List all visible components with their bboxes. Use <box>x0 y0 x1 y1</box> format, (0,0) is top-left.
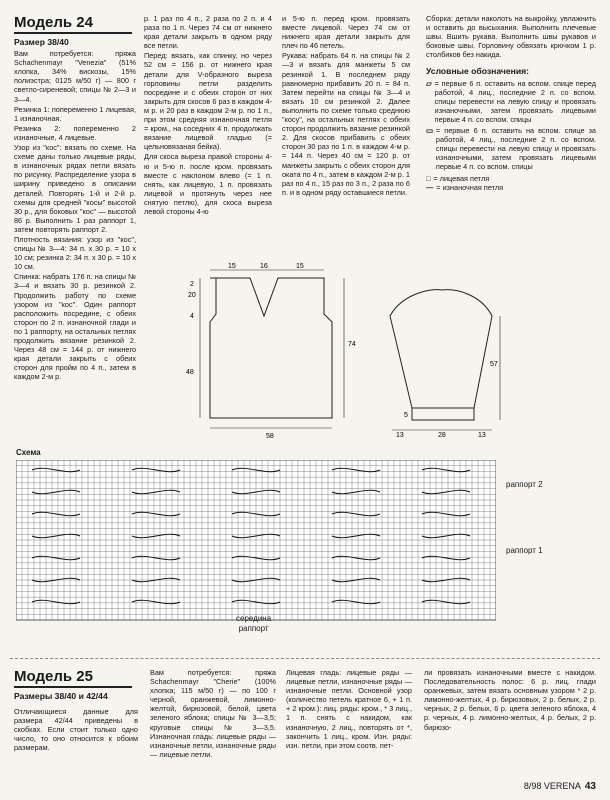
section-divider <box>10 658 600 659</box>
dim-bottom: 58 <box>266 433 274 440</box>
legend-title: Условные обозначения: <box>426 66 529 77</box>
assembly-text: Сборка: детали наколоть на выкройку, увлажнить и оставить до высыхания. Выполнить плечевые швы. Вшить рукава. Выполнить швы рукавов и боковые швы. Горловину обвязать крючком 1 р. столбиков без накида. <box>426 14 596 60</box>
rapport-2-label: раппорт 2 <box>506 480 543 489</box>
page-footer <box>524 781 596 792</box>
sleeve-height: 57 <box>490 361 498 368</box>
body-schematic <box>180 262 370 440</box>
model-24-size: Размер 38/40 <box>14 38 69 47</box>
knit-stitch-icon: □ <box>426 173 431 183</box>
sleeve-left-dim: 5 <box>404 412 408 419</box>
back-text: Спинка: набрать 176 п. на спицы № 3—4 и вязать 30 р. резинкой 2. Продолжить работу по схеме узором из "кос". Один раппорт расположить посредине, с обеих сторон по 2 п. изнаночной глади и по 1 раппорту, на остальных петлях продолжить вязание резинкой 2. Через 48 см = 144 р. от нижнего края детали закрыть с обеих сторон для пройм по 4 п., затем в каждом 2-м р. <box>14 272 136 382</box>
cable-right-icon: ▭ <box>426 126 433 136</box>
materials-text: Вам потребуется: пряжа Schachenmayr "Venezia" (51% хлопка, 34% вискозы, 15% полиэстра; 0125 м/50 г) — 800 г светло-сиреневой; спицы № 2—3 и 3—4. <box>14 49 136 104</box>
model-25-column-1 <box>14 692 138 792</box>
cable-pattern-text: Узор из "кос": вязать по схеме. На схеме даны только лицевые ряды, в изнаночных рядах петли вязать по рисунку. Распределение узора в ширину приведено в описании деталей. Повторять 1-й и 2-й р. схемы для средней "косы" высотой 30 р., для боковых "кос" — высотой 86 р. Выполнить 1 раз раппорт 1, затем повторять раппорт 2. <box>14 143 136 234</box>
legend-item: — = изнаночная петля <box>426 182 504 192</box>
page-number: 43 <box>584 781 596 792</box>
model-25-sizes: Размеры 38/40 и 42/44 <box>14 692 108 701</box>
back-text-cont: р. 1 раз по 4 п., 2 раза по 2 п. и 4 раза по 1 п. Через 74 см от нижнего края детали закрыть в одном ряду все петли. <box>144 14 272 51</box>
sleeve-bottom-1: 13 <box>396 432 404 438</box>
gauge-text: Плотность вязания: узор из "кос", спицы № 3—4: 34 п. х 30 р. = 10 х 10 см; резинка 2: 34 п. х 30 р. = 10 х 10 см. <box>14 234 136 272</box>
rapport-1-label: раппорт 1 <box>506 546 543 555</box>
rib1-text: Резинка 1: попеременно 1 лицевая, 1 изнаночная. <box>14 104 136 123</box>
chart-title: Схема <box>16 448 41 457</box>
sleeve-bottom-2: 28 <box>438 432 446 438</box>
model-25-column-4: ли провязать изнаночными вместе с накидом. Последовательность полос: 6 р. лиц. глади оранжевых, затем вязать основным узором * 2 р. лимонно-желтых, 4 р. бирюзовых, 2 р. белых, 2 р. черных, 2 р. белых, 6 р. цвета зеленого яблока, 4 р. черных, 4 р. лимонно-желтых, 4 р. белых, 2 р. бирюзо- <box>424 668 596 732</box>
legend-item: ▱ = первые 6 п. оставить на вспом. спице перед работой, 4 лиц., последние 2 п. со вспом. спицы перевести на левую спицу и провязать изнаночными, затем провязать лицевыми первые 4 п. со вспом. спицы <box>426 78 596 124</box>
model-25-column-2: Вам потребуется: пряжа Schachenmayr "Cherie" (100% хлопка; 115 м/50 г) — по 100 г черной, оранжевой, лимонно-желтой, бирюзовой, белой, цвета зеленого яблока; спицы № 3—3,5; круговые спицы № 3—3,5. Изнаночная гладь: лицевые ряды — изнаночные петли, изнаночные ряды — лицевые петли. <box>150 668 276 759</box>
dim-left-lower: 48 <box>186 369 194 376</box>
dim-right: 74 <box>348 341 356 348</box>
model-25-title: Модель 25 <box>14 668 132 688</box>
model-25-column-3: Лицевая гладь: лицевые ряды — лицевые петли, изнаночные ряды — изнаночные петли. Основной узор (количество петель кратное 6, + 1 п. + 2 кром.): лиц. ряды: кром., * 3 лиц., 1 п. снять с накидом, как изнаночную, 2 лиц., повторять от *, закончить 1 лиц., кром. Изн. ряды: изн. петли, при этом соотв. пет- <box>286 668 412 750</box>
issue-label: 8/98 VERENA <box>523 781 581 791</box>
dim-top-right: 15 <box>296 263 304 270</box>
rib2-text: Резинка 2: попеременно 2 изнаночные, 4 лицевые. <box>14 123 136 142</box>
dim-left-1: 2 <box>190 281 194 288</box>
dim-top-left: 15 <box>228 263 236 270</box>
neck-shaping-text-cont: и 5-ю п. перед кром. провязать вместе лицевой. Через 74 см от нижнего края детали закрыть для плеч по 46 петель. <box>282 14 410 51</box>
model-24-title: Модель 24 <box>14 14 132 34</box>
stitch-chart <box>16 460 496 628</box>
neck-shaping-text: Для скоса выреза правой стороны 4-ю и 5-ю п. после кром. провязать вместе с наклоном влево (= 1 п. снять, как лицевую, 1 п. провязать лицевой и протянуть через нее снятую петлю), для скоса выреза левой стороны 4-ю <box>144 152 272 216</box>
model-24-column-3 <box>282 14 410 260</box>
legend-item: ▭ = первые 6 п. оставить на вспом. спице за работой, 4 лиц., последние 2 п. со вспом. спицы перевести на левую спицу и провязать изнаночными, затем провязать лицевыми первые 4 п. со вспом. спицы <box>426 126 596 172</box>
dim-top-mid: 16 <box>260 263 268 270</box>
sleeve-bottom-3: 13 <box>478 432 486 438</box>
model-24-column-1 <box>14 38 136 440</box>
legend-item: □ = лицевая петля <box>426 173 490 183</box>
dim-left-2: 20 <box>188 292 196 299</box>
model-25-intro: Отличающиеся данные для размера 42/44 приведены в скобках. Если стоит только одно число, то оно относится к обоим размерам. <box>14 707 138 753</box>
sleeve-schematic <box>378 286 508 438</box>
sleeve-outline <box>390 290 492 420</box>
model-24-column-4 <box>426 14 596 314</box>
model-24-column-2 <box>144 14 272 260</box>
dim-left-3: 4 <box>190 313 194 320</box>
front-text: Перед: вязать, как спинку, но через 52 см = 156 р. от нижнего края детали для V-образного выреза горловины петли разделить посредине и с обеих сторон от них закрыть для скосов 6 раз в каждом 4-м р. и 20 раз в каждом 2-м р. по 1 п., при этом средняя изнаночная петля = кром., на соседних 4 п. продолжать вязание лицевой гладью (= цельновязаная бейка). <box>144 51 272 152</box>
sleeves-text: Рукава: набрать 64 п. на спицы № 2—3 и вязать для манжеты 5 см резинкой 1. В последнем ряду равномерно прибавить 20 п. = 84 п. Затем перейти на спицы № 3—4 и вязать 10 см резинкой 2. Далее выполнить по схеме только среднюю "косу", на остальных петлях с обеих сторон продолжить вязание резинкой 2. Для скосов прибавить с обеих сторон 30 раз по 1 п. в каждом 4-м р. = 144 п. Через 40 см = 120 р. от манжеты закрыть с обеих сторон для оката по 4 п., затем в каждом 2-м р. 1 раз по 4 п., 15 раз по 3 п., 2 раза по 6 п. и в одном ряду оставшиеся петли. <box>282 51 410 197</box>
body-outline <box>210 278 332 418</box>
cable-left-icon: ▱ <box>426 78 432 88</box>
purl-stitch-icon: — <box>426 182 434 192</box>
chart-center-label: середина раппорт <box>236 614 272 633</box>
